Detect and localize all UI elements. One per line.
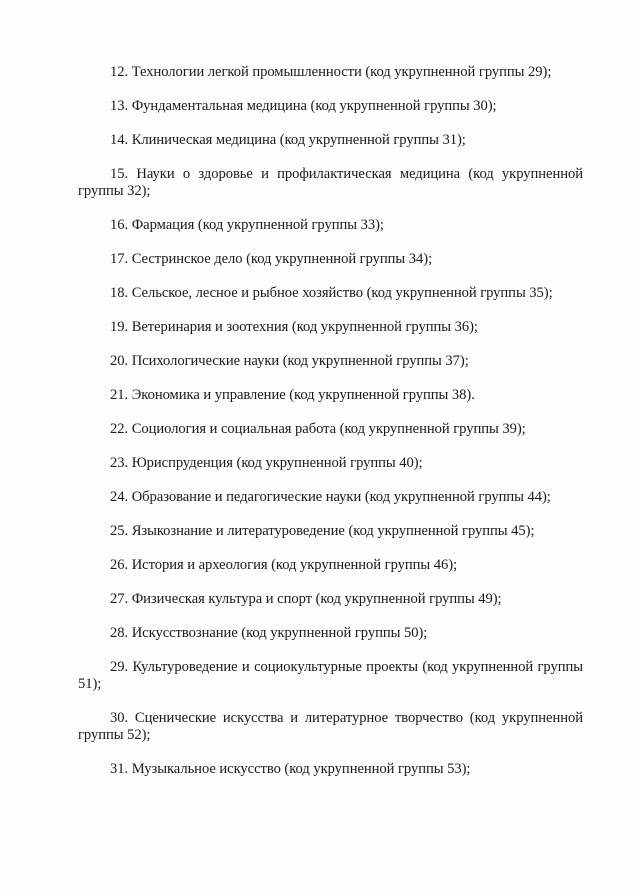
list-item: 12. Технологии легкой промышленности (код укрупненной группы 29); [110,64,552,80]
list-item: 20. Психологические науки (код укрупненной группы 37); [110,353,469,369]
list-item: 25. Языкознание и литературоведение (код укрупненной группы 45); [110,523,535,539]
list-item: 17. Сестринское дело (код укрупненной группы 34); [110,251,433,267]
list-item: 19. Ветеринария и зоотехния (код укрупненной группы 36); [110,319,478,335]
list-item: 29. Культуроведение и социокультурные проекты (код укрупненной группы 51); [78,659,583,692]
list-item: 24. Образование и педагогические науки (код укрупненной группы 44); [110,489,551,505]
list-item: 15. Науки о здоровье и профилактическая медицина (код укрупненной группы 32); [78,166,583,199]
list-item: 30. Сценические искусства и литературное творчество (код укрупненной группы 52); [78,710,583,743]
list-item: 18. Сельское, лесное и рыбное хозяйство (код укрупненной группы 35); [110,285,553,301]
list-item: 27. Физическая культура и спорт (код укрупненной группы 49); [110,591,502,607]
list-item: 22. Социология и социальная работа (код укрупненной группы 39); [110,421,526,437]
list-item: 16. Фармация (код укрупненной группы 33); [110,217,384,233]
list-item: 28. Искусствознание (код укрупненной группы 50); [110,625,428,641]
specialty-list [78,64,583,795]
list-item: 13. Фундаментальная медицина (код укрупненной группы 30); [110,98,497,114]
list-item: 23. Юриспруденция (код укрупненной группы 40); [110,455,423,471]
list-item: 31. Музыкальное искусство (код укрупненной группы 53); [110,761,471,777]
list-item: 14. Клиническая медицина (код укрупненной группы 31); [110,132,466,148]
list-item: 26. История и археология (код укрупненной группы 46); [110,557,458,573]
list-item: 21. Экономика и управление (код укрупненной группы 38). [110,387,475,403]
